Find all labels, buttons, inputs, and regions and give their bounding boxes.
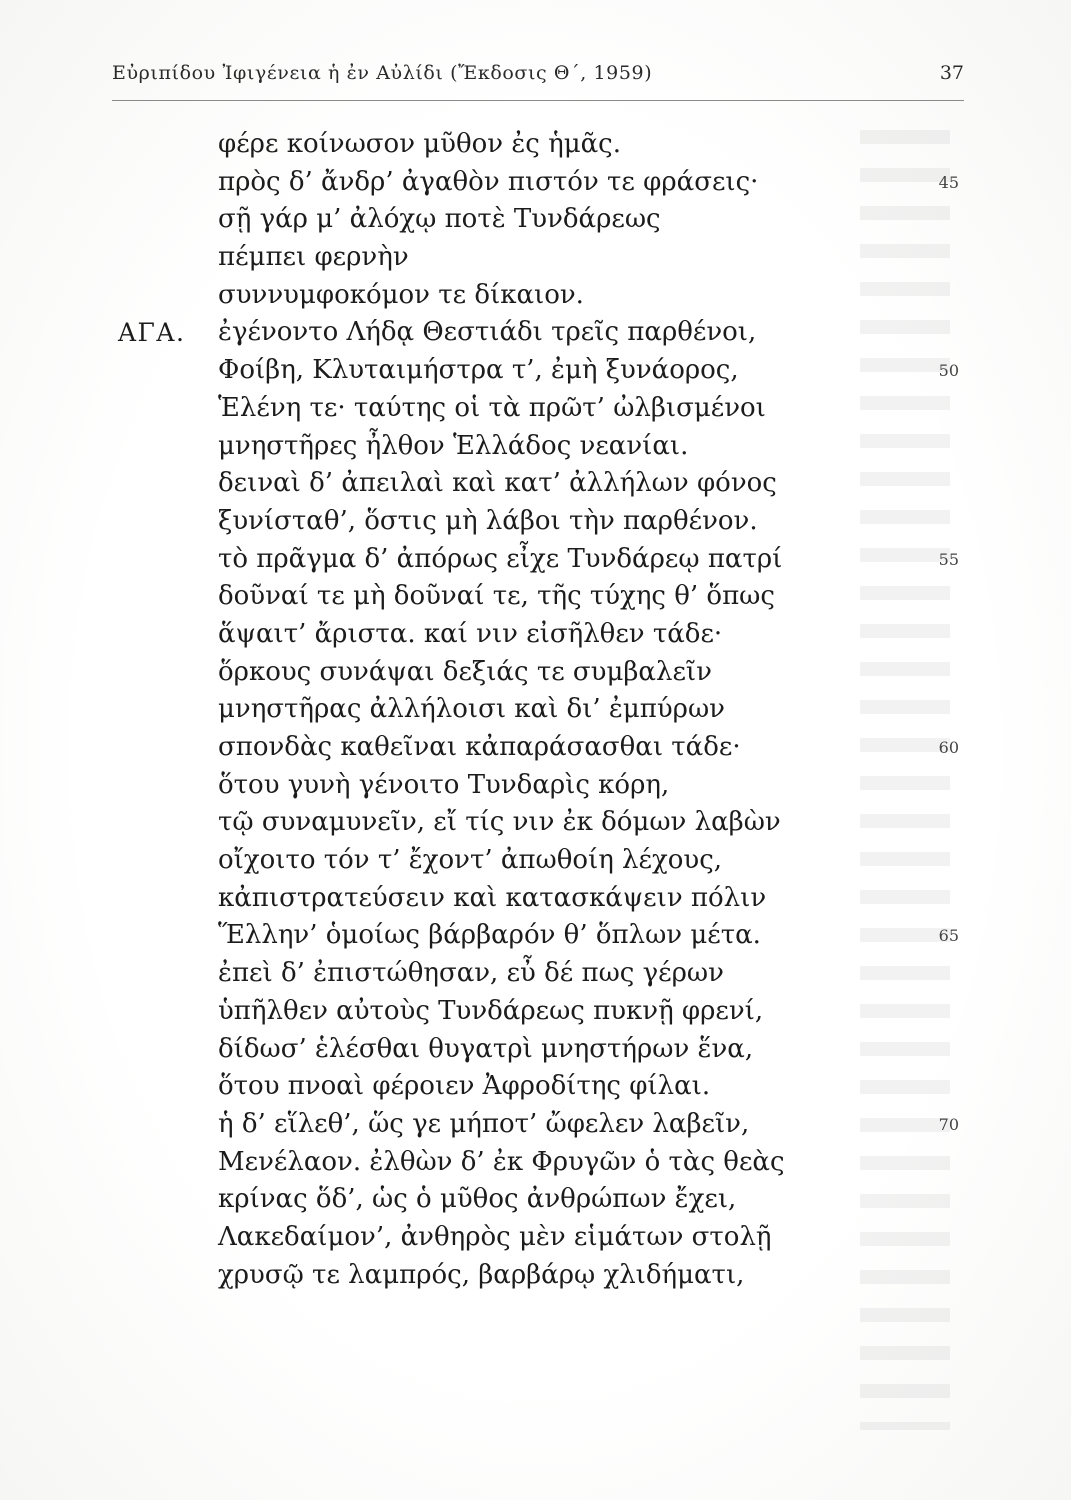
line-number: 60: [938, 738, 959, 757]
verse-line: [0, 1068, 1071, 1106]
verse-line: [0, 1144, 1071, 1182]
line-number: 70: [938, 1114, 959, 1134]
verse-text: δειναὶ δ’ ἀπειλαὶ καὶ κατ’ ἀλλήλων φόνος: [218, 468, 777, 499]
verse-text: δίδωσ’ ἑλέσθαι θυγατρὶ μνηστήρων ἕνα,: [218, 1033, 754, 1064]
verse-text: ἐπεὶ δ’ ἐπιστώθησαν, εὖ δέ πως γέρων: [218, 958, 724, 989]
verse-text: Λακεδαίμον’, ἀνθηρὸς μὲν εἱμάτων στολῇ: [218, 1221, 772, 1252]
line-number: 45: [938, 172, 959, 192]
verse-line: [0, 201, 1071, 239]
verse-line: [0, 314, 1071, 352]
verse-text: τὸ πρᾶγμα δ’ ἀπόρως εἶχε Τυνδάρεῳ πατρί: [218, 543, 783, 574]
verse-line: [0, 842, 1071, 880]
verse-line: [0, 917, 1071, 955]
header-rule: [112, 100, 964, 101]
verse-line: [0, 352, 1071, 390]
verse-line: [0, 164, 1071, 202]
verse-text: Φοίβη, Κλυταιμήστρα τ’, ἐμὴ ξυνάορος,: [218, 355, 739, 386]
verse-text: φέρε κοίνωσον μῦθον ἐς ἡμᾶς.: [218, 129, 621, 159]
line-number: 55: [938, 549, 959, 569]
verse-text: μνηστῆρας ἀλλήλοισι καὶ δι’ ἐμπύρων: [218, 694, 725, 725]
verse-line: [0, 1219, 1071, 1257]
verse-line: [0, 465, 1071, 503]
verse-text: Ἕλλην’ ὁμοίως βάρβαρόν θ’ ὅπλων μέτα.: [218, 920, 761, 951]
line-number: 65: [938, 926, 959, 946]
verse-line: [0, 1257, 1071, 1295]
verse-line: [0, 729, 1071, 767]
line-number: 50: [938, 361, 959, 381]
verse-line: [0, 993, 1071, 1031]
verse-line: [0, 1106, 1071, 1144]
page-number: 37: [939, 62, 964, 84]
verse-line: [0, 616, 1071, 654]
verse-line: [0, 428, 1071, 466]
verse-line: [0, 955, 1071, 993]
verse-line: [0, 578, 1071, 616]
verse-text: Μενέλαον. ἐλθὼν δ’ ἐκ Φρυγῶν ὁ τὰς θεὰς: [218, 1146, 785, 1177]
verse-text: ἅψαιτ’ ἄριστα. καί νιν εἰσῆλθεν τάδε·: [218, 618, 723, 649]
verse-text: ἡ δ’ εἵλεθ’, ὥς γε μήποτ’ ὤφελεν λαβεῖν,: [218, 1108, 750, 1139]
verse-text: συννυμφοκόμον τε δίκαιον.: [218, 279, 584, 310]
verse-text: τῷ συναμυνεῖν, εἴ τίς νιν ἐκ δόμων λαβὼν: [218, 807, 781, 838]
verse-text: ὅρκους συνάψαι δεξιάς τε συμβαλεῖν: [218, 656, 712, 687]
verse-line: [0, 1031, 1071, 1069]
verse-line: [0, 126, 1071, 164]
verse-text: οἴχοιτο τόν τ’ ἔχοντ’ ἀπωθοίη λέχους,: [218, 845, 723, 876]
verse-text: μνηστῆρες ἦλθον Ἑλλάδος νεανίαι.: [218, 430, 689, 461]
verse-line: [0, 390, 1071, 428]
verse-text: ξυνίσταθ’, ὅστις μὴ λάβοι τὴν παρθένον.: [218, 505, 758, 536]
verse-line: [0, 503, 1071, 541]
verse-line: [0, 541, 1071, 579]
verse-text: πέμπει φερνὴν: [218, 242, 409, 273]
verse-line: [0, 277, 1071, 315]
verse-text: πρὸς δ’ ἄνδρ’ ἀγαθὸν πιστόν τε φράσεις·: [218, 166, 759, 197]
verse-text: κρίνας ὅδ’, ὡς ὁ μῦθος ἀνθρώπων ἔχει,: [218, 1184, 737, 1215]
verse-block: [0, 126, 1071, 1294]
verse-text: χρυσῷ τε λαμπρός, βαρβάρῳ χλιδήματι,: [218, 1259, 745, 1290]
page-header: [112, 62, 964, 98]
verse-line: [0, 767, 1071, 805]
verse-text: ὑπῆλθεν αὐτοὺς Τυνδάρεως πυκνῇ φρενί,: [218, 995, 764, 1026]
running-head: Εὐριπίδου Ἰφιγένεια ἡ ἐν Αὐλίδι (Ἔκδοσις Θ΄, 1959): [112, 62, 653, 84]
verse-line: [0, 691, 1071, 729]
speaker-label: ΑΓΑ.: [118, 318, 186, 348]
verse-text: ὅτου γυνὴ γένοιτο Τυνδαρὶς κόρη,: [218, 769, 670, 800]
verse-text: σπονδὰς καθεῖναι κἀπαράσασθαι τάδε·: [218, 732, 741, 762]
verse-line: [0, 804, 1071, 842]
verse-line: [0, 239, 1071, 277]
verse-text: ἐγένοντο Λήδᾳ Θεστιάδι τρεῖς παρθένοι,: [218, 317, 757, 348]
verse-text: σῇ γάρ μ’ ἀλόχῳ ποτὲ Τυνδάρεως: [218, 204, 661, 235]
verse-line: [0, 1181, 1071, 1219]
verse-text: κἀπιστρατεύσειν καὶ κατασκάψειν πόλιν: [218, 882, 767, 913]
verse-line: [0, 880, 1071, 918]
verse-text: δοῦναί τε μὴ δοῦναί τε, τῆς τύχης θ’ ὅπως: [218, 581, 775, 612]
verse-text: ὅτου πνοαὶ φέροιεν Ἀφροδίτης φίλαι.: [218, 1071, 711, 1102]
verse-line: [0, 654, 1071, 692]
verse-text: Ἑλένη τε· ταύτης οἱ τὰ πρῶτ’ ὠλβισμένοι: [218, 392, 766, 423]
